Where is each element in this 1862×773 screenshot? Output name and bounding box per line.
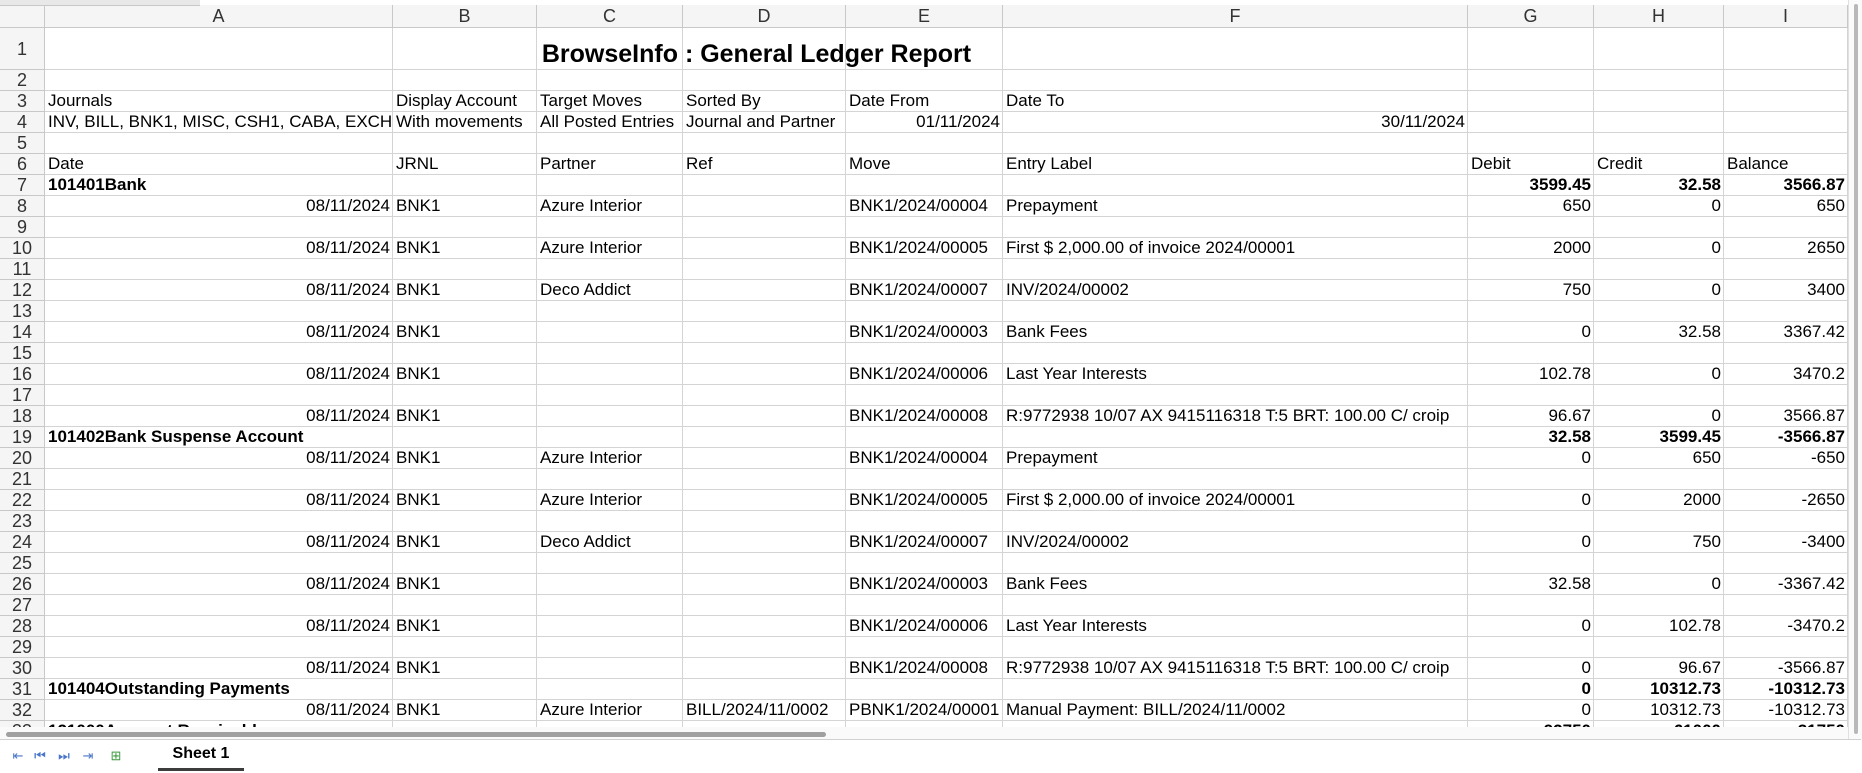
entry-c-row14[interactable] [537,322,683,343]
column-header-b[interactable]: B [393,5,537,28]
row-header-28[interactable]: 28 [0,616,45,637]
entry-h-row20[interactable]: 650 [1692,448,1721,467]
entry-f-row30[interactable]: R:9772938 10/07 AX 9415116318 T:5 BRT: 100.00 C/ croip [1006,658,1450,677]
entry-i-row24[interactable]: -3400 [1801,532,1845,551]
row-header-3[interactable]: 3 [0,91,45,112]
entry-d-row22[interactable] [683,490,846,511]
sheet-tab-bar [0,739,1861,773]
row-header-20[interactable]: 20 [0,448,45,469]
account-g-row7[interactable]: 3599.45 [1529,175,1591,194]
horizontal-scroll-thumb[interactable] [6,732,826,737]
entry-a-row12[interactable]: 08/11/2024 [306,280,390,299]
entry-d-row14[interactable] [683,322,846,343]
row-header-22[interactable]: 22 [0,490,45,511]
account-a-row7[interactable]: 101401Bank [48,175,147,194]
entry-c-row10[interactable]: Azure Interior [540,238,643,257]
entry-e-row12[interactable]: BNK1/2024/00007 [849,280,988,299]
entry-d-row28[interactable] [683,616,846,637]
entry-f-row18[interactable]: R:9772938 10/07 AX 9415116318 T:5 BRT: 100.00 C/ croip [1006,406,1450,425]
row-header-corner[interactable] [0,5,45,28]
add-sheet-icon[interactable]: ⊞ [110,748,122,763]
entry-g-row12[interactable]: 750 [1562,280,1591,299]
entry-c-row30[interactable] [537,658,683,679]
entry-e-row30[interactable]: BNK1/2024/00008 [849,658,988,677]
entry-b-row28[interactable]: BNK1 [396,616,441,635]
entry-c-row26[interactable] [537,574,683,595]
entry-c-row28[interactable] [537,616,683,637]
first-sheet-icon[interactable]: ⇤ [12,748,24,763]
column-header-f[interactable]: F [1003,5,1468,28]
entry-d-row30[interactable] [683,658,846,679]
entry-a-row16[interactable]: 08/11/2024 [306,364,390,383]
table-header-b[interactable]: JRNL [396,154,439,173]
vertical-scrollbar[interactable] [1848,0,1862,739]
entry-i-row8[interactable]: 650 [1816,196,1845,215]
entry-b-row30[interactable]: BNK1 [396,658,441,677]
row-header-30[interactable]: 30 [0,658,45,679]
row-header-13[interactable]: 13 [0,301,45,322]
row-header-21[interactable]: 21 [0,469,45,490]
entry-g-row18[interactable]: 96.67 [1548,406,1591,425]
entry-d-row10[interactable] [683,238,846,259]
row-header-27[interactable]: 27 [0,595,45,616]
entry-h-row12[interactable]: 0 [1711,280,1721,299]
entry-b-row8[interactable]: BNK1 [396,196,441,215]
column-header-i[interactable]: I [1724,5,1848,28]
entry-a-row14[interactable]: 08/11/2024 [306,322,390,341]
row-header-1[interactable]: 1 [0,28,45,70]
entry-i-row10[interactable]: 2650 [1807,238,1845,257]
filter-value-b[interactable]: With movements [396,112,523,131]
entry-i-row32[interactable]: -10312.73 [1768,700,1845,719]
entry-g-row28[interactable]: 0 [1581,616,1591,635]
account-g-row19[interactable]: 32.58 [1548,427,1591,446]
row-header-25[interactable]: 25 [0,553,45,574]
account-h-row7[interactable]: 32.58 [1678,175,1721,194]
entry-c-row18[interactable] [537,406,683,427]
entry-d-row12[interactable] [683,280,846,301]
entry-c-row16[interactable] [537,364,683,385]
row-header-12[interactable]: 12 [0,280,45,301]
row-header-14[interactable]: 14 [0,322,45,343]
entry-e-row32[interactable]: PBNK1/2024/00001 [849,700,1000,719]
table-header-g[interactable]: Debit [1471,154,1511,173]
filter-label-d[interactable]: Sorted By [686,91,761,110]
prev-sheet-icon[interactable]: ⏮ [34,748,46,763]
filter-value-d[interactable]: Journal and Partner [686,112,836,131]
entry-e-row24[interactable]: BNK1/2024/00007 [849,532,988,551]
entry-b-row10[interactable]: BNK1 [396,238,441,257]
entry-f-row10[interactable]: First $ 2,000.00 of invoice 2024/00001 [1006,238,1296,257]
entry-a-row20[interactable]: 08/11/2024 [306,448,390,467]
select-all-corner[interactable] [0,0,200,6]
entry-h-row10[interactable]: 0 [1711,238,1721,257]
entry-f-row8[interactable]: Prepayment [1006,196,1098,215]
filter-label-e[interactable]: Date From [849,91,930,110]
entry-c-row24[interactable]: Deco Addict [540,532,631,551]
entry-f-row12[interactable]: INV/2024/00002 [1006,280,1129,299]
entry-e-row28[interactable]: BNK1/2024/00006 [849,616,988,635]
entry-g-row30[interactable]: 0 [1581,658,1591,677]
entry-i-row20[interactable]: -650 [1810,448,1845,467]
entry-b-row20[interactable]: BNK1 [396,448,441,467]
entry-i-row22[interactable]: -2650 [1801,490,1845,509]
entry-b-row22[interactable]: BNK1 [396,490,441,509]
column-header-d[interactable]: D [683,5,846,28]
entry-h-row24[interactable]: 750 [1692,532,1721,551]
entry-e-row26[interactable]: BNK1/2024/00003 [849,574,988,593]
account-g-row31[interactable]: 0 [1581,679,1591,698]
filter-label-a[interactable]: Journals [48,91,113,110]
row-header-5[interactable]: 5 [0,133,45,154]
entry-g-row14[interactable]: 0 [1581,322,1591,341]
account-i-row7[interactable]: 3566.87 [1783,175,1845,194]
row-header-9[interactable]: 9 [0,217,45,238]
account-h-row19[interactable]: 3599.45 [1659,427,1721,446]
filter-value-a[interactable]: INV, BILL, BNK1, MISC, CSH1, CABA, EXCH [48,112,393,131]
entry-d-row26[interactable] [683,574,846,595]
report-title[interactable]: BrowseInfo : General Ledger Report [541,40,972,68]
column-header-e[interactable]: E [846,5,1003,28]
entry-f-row26[interactable]: Bank Fees [1006,574,1088,593]
entry-g-row8[interactable]: 650 [1562,196,1591,215]
account-i-row31[interactable]: -10312.73 [1768,679,1845,698]
vertical-scroll-thumb[interactable] [1854,4,1858,734]
entry-c-row20[interactable]: Azure Interior [540,448,643,467]
row-header-26[interactable]: 26 [0,574,45,595]
row-header-16[interactable]: 16 [0,364,45,385]
column-header-g[interactable]: G [1468,5,1594,28]
entry-b-row18[interactable]: BNK1 [396,406,441,425]
row-header-7[interactable]: 7 [0,175,45,196]
entry-b-row12[interactable]: BNK1 [396,280,441,299]
entry-e-row8[interactable]: BNK1/2024/00004 [849,196,988,215]
entry-b-row24[interactable]: BNK1 [396,532,441,551]
entry-f-row14[interactable]: Bank Fees [1006,322,1088,341]
entry-e-row20[interactable]: BNK1/2024/00004 [849,448,988,467]
row-header-11[interactable]: 11 [0,259,45,280]
filter-label-c[interactable]: Target Moves [540,91,643,110]
entry-i-row26[interactable]: -3367.42 [1777,574,1845,593]
row-header-31[interactable]: 31 [0,679,45,700]
entry-b-row26[interactable]: BNK1 [396,574,441,593]
entry-f-row20[interactable]: Prepayment [1006,448,1098,467]
entry-d-row24[interactable] [683,532,846,553]
row-header-6[interactable]: 6 [0,154,45,175]
entry-b-row32[interactable]: BNK1 [396,700,441,719]
entry-g-row22[interactable]: 0 [1581,490,1591,509]
entry-h-row30[interactable]: 96.67 [1678,658,1721,677]
entry-i-row14[interactable]: 3367.42 [1783,322,1845,341]
filter-value-f[interactable]: 30/11/2024 [1381,112,1465,131]
table-header-i[interactable]: Balance [1727,154,1789,173]
entry-f-row28[interactable]: Last Year Interests [1006,616,1147,635]
row-header-23[interactable]: 23 [0,511,45,532]
table-header-c[interactable]: Partner [540,154,596,173]
row-header-24[interactable]: 24 [0,532,45,553]
row-header-2[interactable]: 2 [0,70,45,91]
entry-i-row30[interactable]: -3566.87 [1777,658,1845,677]
entry-e-row14[interactable]: BNK1/2024/00003 [849,322,988,341]
entry-g-row16[interactable]: 102.78 [1539,364,1591,383]
table-header-f[interactable]: Entry Label [1006,154,1092,173]
entry-b-row16[interactable]: BNK1 [396,364,441,383]
entry-f-row22[interactable]: First $ 2,000.00 of invoice 2024/00001 [1006,490,1296,509]
entry-f-row32[interactable]: Manual Payment: BILL/2024/11/0002 [1006,700,1286,719]
entry-a-row10[interactable]: 08/11/2024 [306,238,390,257]
entry-d-row20[interactable] [683,448,846,469]
row-header-15[interactable]: 15 [0,343,45,364]
entry-c-row32[interactable]: Azure Interior [540,700,643,719]
column-header-a[interactable]: A [45,5,393,28]
entry-i-row18[interactable]: 3566.87 [1783,406,1845,425]
entry-h-row32[interactable]: 10312.73 [1650,700,1721,719]
entry-d-row32[interactable]: BILL/2024/11/0002 [686,700,829,719]
last-sheet-icon[interactable]: ⇥ [82,748,94,763]
entry-b-row14[interactable]: BNK1 [396,322,441,341]
account-i-row19[interactable]: -3566.87 [1777,427,1845,446]
row-header-19[interactable]: 19 [0,427,45,448]
horizontal-scrollbar[interactable] [0,727,1848,739]
entry-i-row12[interactable]: 3400 [1807,280,1845,299]
entry-g-row20[interactable]: 0 [1581,448,1591,467]
entry-a-row24[interactable]: 08/11/2024 [306,532,390,551]
entry-f-row16[interactable]: Last Year Interests [1006,364,1147,383]
filter-value-c[interactable]: All Posted Entries [540,112,675,131]
entry-e-row16[interactable]: BNK1/2024/00006 [849,364,988,383]
tab-sheet-1[interactable]: Sheet 1 [158,740,244,771]
entry-a-row30[interactable]: 08/11/2024 [306,658,390,677]
column-header-h[interactable]: H [1594,5,1724,28]
entry-c-row22[interactable]: Azure Interior [540,490,643,509]
entry-a-row32[interactable]: 08/11/2024 [306,700,390,719]
account-a-row19[interactable]: 101402Bank Suspense Account [48,427,304,446]
account-h-row31[interactable]: 10312.73 [1650,679,1721,698]
entry-h-row8[interactable]: 0 [1711,196,1721,215]
entry-g-row10[interactable]: 2000 [1553,238,1591,257]
entry-d-row16[interactable] [683,364,846,385]
entry-h-row28[interactable]: 102.78 [1669,616,1721,635]
account-a-row31[interactable]: 101404Outstanding Payments [48,679,290,698]
entry-h-row14[interactable]: 32.58 [1678,322,1721,341]
entry-e-row10[interactable]: BNK1/2024/00005 [849,238,988,257]
entry-h-row16[interactable]: 0 [1711,364,1721,383]
entry-c-row12[interactable]: Deco Addict [540,280,631,299]
entry-c-row8[interactable]: Azure Interior [540,196,643,215]
entry-i-row28[interactable]: -3470.2 [1787,616,1845,635]
filter-label-b[interactable]: Display Account [396,91,517,110]
filter-value-e[interactable]: 01/11/2024 [916,112,1000,131]
entry-i-row16[interactable]: 3470.2 [1793,364,1845,383]
entry-h-row22[interactable]: 2000 [1683,490,1721,509]
next-sheet-icon[interactable]: ⏭ [58,748,70,763]
entry-f-row24[interactable]: INV/2024/00002 [1006,532,1129,551]
entry-g-row32[interactable]: 0 [1581,700,1591,719]
table-header-h[interactable]: Credit [1597,154,1643,173]
entry-a-row18[interactable]: 08/11/2024 [306,406,390,425]
row-header-8[interactable]: 8 [0,196,45,217]
row-header-17[interactable]: 17 [0,385,45,406]
table-header-d[interactable]: Ref [686,154,713,173]
entry-e-row22[interactable]: BNK1/2024/00005 [849,490,988,509]
row-header-10[interactable]: 10 [0,238,45,259]
entry-a-row28[interactable]: 08/11/2024 [306,616,390,635]
row-header-18[interactable]: 18 [0,406,45,427]
entry-g-row26[interactable]: 32.58 [1548,574,1591,593]
row-header-32[interactable]: 32 [0,700,45,721]
entry-h-row18[interactable]: 0 [1711,406,1721,425]
column-header-c[interactable]: C [537,5,683,28]
entry-d-row18[interactable] [683,406,846,427]
table-header-a[interactable]: Date [48,154,84,173]
entry-a-row26[interactable]: 08/11/2024 [306,574,390,593]
entry-h-row26[interactable]: 0 [1711,574,1721,593]
entry-g-row24[interactable]: 0 [1581,532,1591,551]
table-header-e[interactable]: Move [849,154,891,173]
row-header-29[interactable]: 29 [0,637,45,658]
filter-label-f[interactable]: Date To [1006,91,1065,110]
entry-a-row8[interactable]: 08/11/2024 [306,196,390,215]
row-header-4[interactable]: 4 [0,112,45,133]
entry-e-row18[interactable]: BNK1/2024/00008 [849,406,988,425]
entry-a-row22[interactable]: 08/11/2024 [306,490,390,509]
entry-d-row8[interactable] [683,196,846,217]
